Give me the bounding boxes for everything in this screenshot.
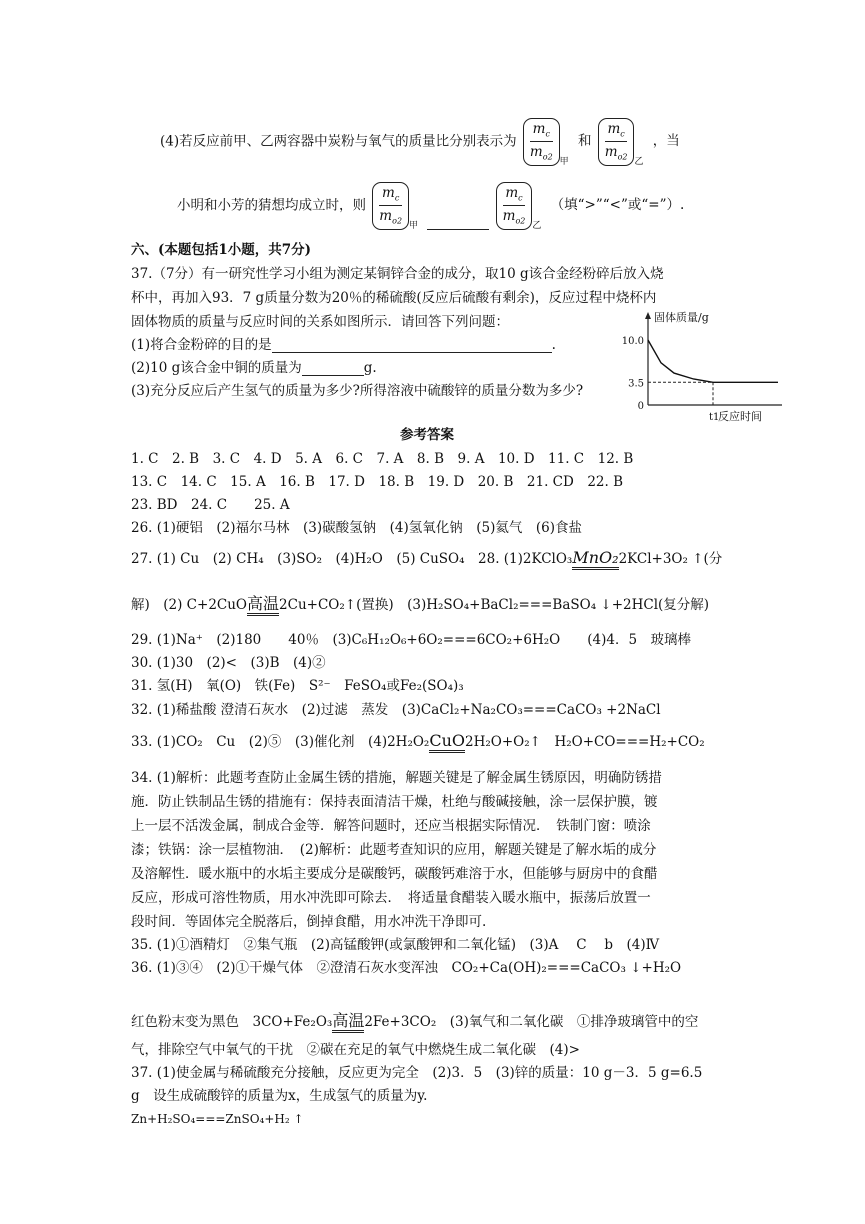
y-tick-label: 10.0	[621, 336, 644, 347]
answer-line-3: 23. BD 24. C 25. A	[131, 497, 290, 513]
fraction-yi-2: $\frac{m_c}{m_{o2}}$ 乙	[496, 182, 533, 230]
y-tick-label: 3.5	[628, 378, 644, 390]
copper-mass-blank[interactable]	[302, 375, 364, 376]
answer-line-37a: 红色粉末变为黑色 3CO+Fe₂O₃高温2Fe+3CO₂ (3)氧气和二氧化碳 ①排净玻璃管中的空	[131, 1011, 698, 1030]
q37-sub1: (1)将合金粉碎的目的是 .	[131, 337, 556, 353]
answer-line-6: 解) (2) C+2CuO高温2Cu+CO₂↑(置换) (3)H₂SO₄+BaCl₂===BaSO₄ ↓+2HCl(复分解)	[131, 594, 709, 613]
q37-line3: 固体物质的质量与反应时间的关系如图所示．请回答下列问题：	[131, 314, 509, 330]
answer-line-39: 37. (1)使金属与稀硫酸充分接触，反应更为完全 (2)3．5 (3)锌的质量：10 g－3．5 g=6.5	[131, 1065, 703, 1081]
answer-34-line-6: 反应，形成可溶性物质，用水冲洗即可除去． 将适量食醋装入暖水瓶中，振荡后放置一	[131, 890, 651, 906]
answer-34-line-2: 施．防止铁制品生锈的措施有：保持表面清洁干燥，杜绝与酸碱接触，涂一层保护膜，镀	[131, 794, 658, 810]
answer-34-line-4: 漆；铁锅：涂一层植物油． (2)解析：此题考查知识的应用，解题关键是了解水垢的成分	[131, 842, 657, 858]
answer-line-9: 31. 氢(H) 氧(O) 铁(Fe) S²⁻ FeSO₄或Fe₂(SO₄)₃	[131, 678, 464, 694]
answer-line-11: 33. (1)CO₂ Cu (2)⑤ (3)催化剂 (4)2H₂O₂CuO2H₂O+O₂↑ H₂O+CO===H₂+CO₂	[131, 731, 705, 750]
answer-line-36: 36. (1)③④ (2)①干燥气体 ②澄清石灰水变浑浊 CO₂+Ca(OH)₂===CaCO₃ ↓+H₂O	[131, 960, 682, 976]
q37-line1: 37.（7分）有一研究性学习小组为测定某铜锌合金的成分，取10 g该合金经粉碎后放入烧	[131, 266, 664, 282]
fraction-jia: $\frac{m_c}{m_{o2}}$ 甲	[523, 118, 560, 166]
q37-line2: 杯中，再加入93．7 g质量分数为20％的稀硫酸(反应后硫酸有剩余)，反应过程中烧杯内	[131, 290, 657, 306]
answer-blank[interactable]	[427, 229, 489, 230]
q4-line2: 小明和小芳的猜想均成立时，则 $\frac{m_c}{m_{o2}}$ 甲 $\frac{m_c}{m_{o2}}$ 乙 （填“>”“<”或“=”）.	[177, 182, 684, 230]
q37-sub3: (3)充分反应后产生氢气的质量为多少?所得溶液中硫酸锌的质量分数为多少?	[131, 383, 584, 399]
section6-heading: 六、(本题包括1小题，共7分)	[131, 242, 312, 258]
answer-34-line-1: 34. (1)解析：此题考查防止金属生锈的措施，解题关键是了解金属生锈原因，明确防锈措	[131, 770, 662, 786]
answer-line-10: 32. (1)稀盐酸 澄清石灰水 (2)过滤 蒸发 (3)CaCl₂+Na₂CO₃===CaCO₃ +2NaCl	[131, 702, 661, 718]
answer-34-line-7: 段时间．等固体完全脱落后，倒掉食醋，用水冲洗干净即可.	[131, 914, 487, 930]
answer-line-40: g 设生成硫酸锌的质量为x，生成氢气的质量为y.	[131, 1088, 428, 1104]
answer-line-8: 30. (1)30 (2)< (3)B (4)②	[131, 655, 326, 671]
y-tick-label: 0	[637, 401, 644, 412]
answer-line-35: 35. (1)①酒精灯 ②集气瓶 (2)高锰酸钾(或氯酸钾和二氧化锰) (3)A C b (4)Ⅳ	[131, 937, 660, 953]
answer-line-41: Zn+H₂SO₄===ZnSO₄+H₂ ↑	[131, 1112, 304, 1126]
answer-line-38: 气，排除空气中氧气的干扰 ②碳在充足的氧气中燃烧生成二氧化碳 (4)>	[131, 1042, 580, 1058]
mass-time-chart	[612, 307, 784, 425]
purpose-blank[interactable]	[272, 352, 552, 353]
answer-line-5: 27. (1) Cu (2) CH₄ (3)SO₂ (4)H₂O (5) CuSO₄ 28. (1)2KClO₃MnO₂2KCl+3O₂ ↑(分	[131, 548, 722, 567]
answer-34-line-3: 上一层不活泼金属，制成合金等．解答问题时，还应当根据实际情况． 铁制门窗：喷涂	[131, 818, 651, 834]
fraction-jia-2: $\frac{m_c}{m_{o2}}$ 甲	[372, 182, 409, 230]
answer-line-1: 1. C 2. B 3. C 4. D 5. A 6. C 7. A 8. B 9. A 10. D 11. C 12. B	[131, 451, 634, 467]
x-axis-label: 反应时间	[718, 410, 762, 423]
answer-line-4: 26. (1)硬铝 (2)福尔马林 (3)碳酸氢钠 (4)氢氧化钠 (5)氦气 (6)食盐	[131, 520, 582, 536]
answers-title: 参考答案	[400, 427, 454, 443]
answer-34-line-5: 及溶解性．暖水瓶中的水垢主要成分是碳酸钙，碳酸钙难溶于水，但能够与厨房中的食醋	[131, 866, 658, 882]
y-axis-label: 固体质量/g	[654, 311, 709, 324]
x-tick-label: t1	[709, 412, 720, 423]
y-axis-arrow	[645, 312, 651, 319]
series-line	[648, 340, 778, 382]
answer-line-7: 29. (1)Na⁺ (2)180 40％ (3)C₆H₁₂O₆+6O₂===6CO₂+6H₂O (4)4．5 玻璃棒	[131, 632, 692, 648]
fraction-yi: $\frac{m_c}{m_{o2}}$ 乙	[598, 118, 635, 166]
q4-line1: (4)若反应前甲、乙两容器中炭粉与氧气的质量比分别表示为 $\frac{m_c}{m_{o2}}$ 甲 和 $\frac{m_c}{m_{o2}}$ 乙 ，当	[160, 118, 680, 166]
answer-line-2: 13. C 14. C 15. A 16. B 17. D 18. B 19. D 20. B 21. CD 22. B	[131, 474, 623, 490]
q37-sub2: (2)10 g该合金中铜的质量为 g.	[131, 360, 377, 376]
